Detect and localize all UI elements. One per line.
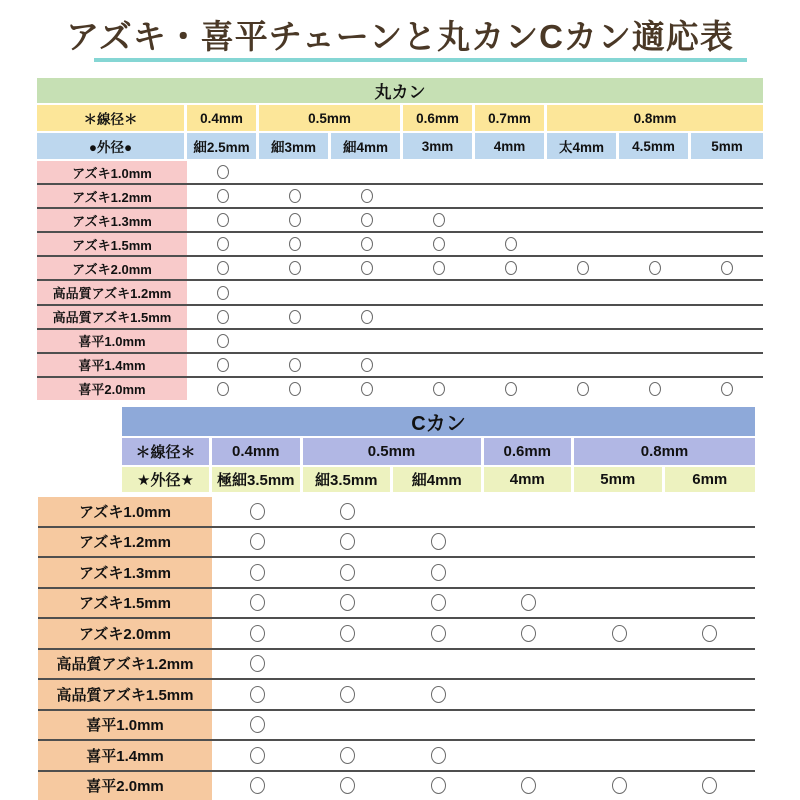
circle-mark xyxy=(289,382,301,396)
mark-cell xyxy=(475,354,547,376)
mark-cell xyxy=(403,281,475,303)
chain-row-label: 喜平2.0mm xyxy=(37,378,187,400)
chain-row xyxy=(37,161,763,185)
circle-mark xyxy=(702,777,717,794)
mark-cell xyxy=(303,741,394,770)
circle-mark xyxy=(340,686,355,703)
chain-row-label: 喜平1.0mm xyxy=(38,711,212,740)
mark-cell xyxy=(212,711,303,740)
mark-cell xyxy=(484,589,575,618)
circle-mark xyxy=(217,261,229,275)
outer-col-cell: 3mm xyxy=(403,133,475,159)
maru-kan-table xyxy=(37,78,763,400)
circle-mark xyxy=(250,564,265,581)
outer-col-cell: 4mm xyxy=(484,467,575,492)
maru-wire-diameter-row xyxy=(37,105,763,131)
mark-cell xyxy=(665,558,756,587)
mark-cell xyxy=(574,741,665,770)
mark-cell xyxy=(547,354,619,376)
mark-cell xyxy=(691,306,763,328)
mark-cell xyxy=(619,330,691,352)
mark-cell xyxy=(259,185,331,207)
maru-kan-body xyxy=(37,161,763,400)
mark-cell xyxy=(475,161,547,183)
mark-cell xyxy=(331,233,403,255)
mark-cell xyxy=(187,233,259,255)
circle-mark xyxy=(250,716,265,733)
circle-mark xyxy=(217,213,229,227)
wire-diameter-label: ＊線径＊ xyxy=(37,105,187,131)
mark-cell xyxy=(259,281,331,303)
mark-cell xyxy=(187,185,259,207)
chain-row xyxy=(37,257,763,281)
mark-cell xyxy=(475,233,547,255)
mark-cell xyxy=(212,619,303,648)
mark-cell xyxy=(691,233,763,255)
mark-cell xyxy=(187,257,259,279)
mark-cell xyxy=(303,589,394,618)
chain-row-label: 喜平1.4mm xyxy=(38,741,212,770)
circle-mark xyxy=(505,382,517,396)
wire-group-cell: 0.4mm xyxy=(187,105,259,131)
circle-mark xyxy=(250,655,265,672)
circle-mark xyxy=(217,189,229,203)
circle-mark xyxy=(217,286,229,300)
c-kan-table-title: Cカン xyxy=(122,407,755,436)
mark-cell xyxy=(212,772,303,800)
circle-mark xyxy=(612,625,627,642)
circle-mark xyxy=(289,261,301,275)
wire-group-cell: 0.7mm xyxy=(475,105,547,131)
circle-mark xyxy=(431,625,446,642)
circle-mark xyxy=(250,594,265,611)
circle-mark xyxy=(521,594,536,611)
mark-cell xyxy=(665,741,756,770)
mark-cell xyxy=(212,650,303,679)
outer-col-cell: 5mm xyxy=(691,133,763,159)
chain-row xyxy=(38,680,755,711)
mark-cell xyxy=(393,528,484,557)
mark-cell xyxy=(484,711,575,740)
mark-cell xyxy=(619,306,691,328)
chain-row-label: アズキ1.0mm xyxy=(38,497,212,526)
mark-cell xyxy=(484,741,575,770)
chain-row xyxy=(38,711,755,742)
circle-mark xyxy=(340,564,355,581)
mark-cell xyxy=(212,558,303,587)
mark-cell xyxy=(259,161,331,183)
mark-cell xyxy=(547,306,619,328)
c-wire-diameter-row xyxy=(122,438,755,465)
circle-mark xyxy=(433,237,445,251)
mark-cell xyxy=(331,281,403,303)
mark-cell xyxy=(393,650,484,679)
mark-cell xyxy=(547,185,619,207)
circle-mark xyxy=(250,747,265,764)
mark-cell xyxy=(187,306,259,328)
outer-col-cell: 細3mm xyxy=(259,133,331,159)
circle-mark xyxy=(361,382,373,396)
circle-mark xyxy=(431,777,446,794)
chain-row-label: アズキ1.2mm xyxy=(38,528,212,557)
mark-cell xyxy=(393,741,484,770)
mark-cell xyxy=(475,378,547,400)
chain-row-label: アズキ2.0mm xyxy=(37,257,187,279)
circle-mark xyxy=(721,382,733,396)
wire-group-cell: 0.6mm xyxy=(403,105,475,131)
mark-cell xyxy=(393,558,484,587)
mark-cell xyxy=(403,378,475,400)
circle-mark xyxy=(433,382,445,396)
mark-cell xyxy=(691,209,763,231)
mark-cell xyxy=(484,772,575,800)
circle-mark xyxy=(289,358,301,372)
circle-mark xyxy=(505,261,517,275)
mark-cell xyxy=(484,558,575,587)
chain-row-label: 喜平1.0mm xyxy=(37,330,187,352)
circle-mark xyxy=(217,310,229,324)
mark-cell xyxy=(547,378,619,400)
circle-mark xyxy=(361,213,373,227)
circle-mark xyxy=(217,334,229,348)
outer-diameter-label: ★外径★ xyxy=(122,467,212,492)
mark-cell xyxy=(303,772,394,800)
circle-mark xyxy=(577,261,589,275)
mark-cell xyxy=(574,650,665,679)
mark-cell xyxy=(331,306,403,328)
mark-cell xyxy=(547,161,619,183)
circle-mark xyxy=(433,261,445,275)
mark-cell xyxy=(403,306,475,328)
mark-cell xyxy=(259,378,331,400)
wire-group-cell: 0.5mm xyxy=(303,438,484,465)
circle-mark xyxy=(289,310,301,324)
mark-cell xyxy=(187,209,259,231)
circle-mark xyxy=(340,533,355,550)
mark-cell xyxy=(212,589,303,618)
mark-cell xyxy=(547,257,619,279)
page-title: アズキ・喜平チェーンと丸カンCカン適応表 xyxy=(66,18,734,55)
chain-row xyxy=(38,558,755,589)
mark-cell xyxy=(393,497,484,526)
mark-cell xyxy=(665,619,756,648)
outer-col-cell: 細3.5mm xyxy=(303,467,394,492)
maru-outer-diameter-row xyxy=(37,133,763,159)
mark-cell xyxy=(574,680,665,709)
chain-row xyxy=(37,378,763,400)
mark-cell xyxy=(691,330,763,352)
mark-cell xyxy=(331,330,403,352)
circle-mark xyxy=(289,237,301,251)
circle-mark xyxy=(521,777,536,794)
mark-cell xyxy=(619,354,691,376)
mark-cell xyxy=(665,711,756,740)
mark-cell xyxy=(484,619,575,648)
mark-cell xyxy=(665,497,756,526)
mark-cell xyxy=(393,680,484,709)
outer-col-cell: 細4mm xyxy=(331,133,403,159)
chain-row-label: 高品質アズキ1.5mm xyxy=(37,306,187,328)
mark-cell xyxy=(187,378,259,400)
mark-cell xyxy=(212,528,303,557)
mark-cell xyxy=(403,209,475,231)
mark-cell xyxy=(393,589,484,618)
circle-mark xyxy=(505,237,517,251)
chain-row-label: アズキ1.0mm xyxy=(37,161,187,183)
mark-cell xyxy=(475,209,547,231)
circle-mark xyxy=(577,382,589,396)
circle-mark xyxy=(361,310,373,324)
mark-cell xyxy=(187,330,259,352)
circle-mark xyxy=(431,564,446,581)
mark-cell xyxy=(574,497,665,526)
circle-mark xyxy=(340,625,355,642)
mark-cell xyxy=(475,185,547,207)
mark-cell xyxy=(475,257,547,279)
mark-cell xyxy=(619,281,691,303)
circle-mark xyxy=(612,777,627,794)
chain-row xyxy=(37,330,763,354)
mark-cell xyxy=(303,619,394,648)
circle-mark xyxy=(361,189,373,203)
mark-cell xyxy=(619,185,691,207)
mark-cell xyxy=(619,209,691,231)
mark-cell xyxy=(187,354,259,376)
chain-row xyxy=(37,233,763,257)
mark-cell xyxy=(665,528,756,557)
mark-cell xyxy=(665,772,756,800)
circle-mark xyxy=(289,189,301,203)
mark-cell xyxy=(212,680,303,709)
wire-group-cell: 0.6mm xyxy=(484,438,575,465)
wire-group-cell: 0.8mm xyxy=(547,105,763,131)
mark-cell xyxy=(475,330,547,352)
mark-cell xyxy=(187,161,259,183)
mark-cell xyxy=(475,306,547,328)
mark-cell xyxy=(484,650,575,679)
mark-cell xyxy=(574,589,665,618)
circle-mark xyxy=(289,213,301,227)
mark-cell xyxy=(393,619,484,648)
mark-cell xyxy=(484,680,575,709)
mark-cell xyxy=(331,161,403,183)
chain-row-label: アズキ1.3mm xyxy=(37,209,187,231)
chain-row-label: 高品質アズキ1.5mm xyxy=(38,680,212,709)
title-block xyxy=(0,18,800,56)
mark-cell xyxy=(691,257,763,279)
c-kan-table-header xyxy=(122,407,755,494)
mark-cell xyxy=(403,257,475,279)
mark-cell xyxy=(665,589,756,618)
mark-cell xyxy=(574,558,665,587)
circle-mark xyxy=(340,594,355,611)
mark-cell xyxy=(403,185,475,207)
wire-group-cell: 0.5mm xyxy=(259,105,403,131)
mark-cell xyxy=(303,680,394,709)
circle-mark xyxy=(250,625,265,642)
mark-cell xyxy=(403,354,475,376)
outer-col-cell: 6mm xyxy=(665,467,756,492)
title-underline xyxy=(94,58,747,62)
c-kan-table-body xyxy=(38,497,755,800)
circle-mark xyxy=(431,686,446,703)
circle-mark xyxy=(721,261,733,275)
mark-cell xyxy=(484,528,575,557)
mark-cell xyxy=(619,233,691,255)
mark-cell xyxy=(212,497,303,526)
mark-cell xyxy=(259,306,331,328)
mark-cell xyxy=(665,650,756,679)
chain-row xyxy=(38,528,755,559)
c-outer-diameter-row xyxy=(122,467,755,492)
mark-cell xyxy=(303,711,394,740)
circle-mark xyxy=(431,747,446,764)
chain-row-label: アズキ1.3mm xyxy=(38,558,212,587)
chain-row xyxy=(38,741,755,772)
circle-mark xyxy=(702,625,717,642)
outer-col-cell: 細4mm xyxy=(393,467,484,492)
circle-mark xyxy=(361,261,373,275)
mark-cell xyxy=(331,257,403,279)
mark-cell xyxy=(574,619,665,648)
chain-row xyxy=(37,185,763,209)
chain-row xyxy=(38,619,755,650)
chain-row-label: 喜平1.4mm xyxy=(37,354,187,376)
mark-cell xyxy=(484,497,575,526)
circle-mark xyxy=(217,237,229,251)
mark-cell xyxy=(259,233,331,255)
circle-mark xyxy=(433,213,445,227)
outer-col-cell: 太4mm xyxy=(547,133,619,159)
mark-cell xyxy=(547,233,619,255)
wire-group-cell: 0.8mm xyxy=(574,438,755,465)
circle-mark xyxy=(521,625,536,642)
mark-cell xyxy=(303,497,394,526)
chain-row xyxy=(38,772,755,800)
chain-row-label: アズキ1.5mm xyxy=(37,233,187,255)
circle-mark xyxy=(217,382,229,396)
outer-col-cell: 4mm xyxy=(475,133,547,159)
mark-cell xyxy=(691,378,763,400)
outer-col-cell: 5mm xyxy=(574,467,665,492)
circle-mark xyxy=(340,503,355,520)
mark-cell xyxy=(187,281,259,303)
mark-cell xyxy=(691,161,763,183)
wire-group-cell: 0.4mm xyxy=(212,438,303,465)
mark-cell xyxy=(403,330,475,352)
mark-cell xyxy=(331,185,403,207)
mark-cell xyxy=(665,680,756,709)
circle-mark xyxy=(250,686,265,703)
circle-mark xyxy=(340,777,355,794)
circle-mark xyxy=(649,261,661,275)
mark-cell xyxy=(619,257,691,279)
chain-row-label: アズキ2.0mm xyxy=(38,619,212,648)
chain-row xyxy=(37,281,763,305)
chain-row-label: アズキ1.2mm xyxy=(37,185,187,207)
circle-mark xyxy=(250,503,265,520)
circle-mark xyxy=(217,358,229,372)
mark-cell xyxy=(574,528,665,557)
chain-row xyxy=(37,306,763,330)
circle-mark xyxy=(340,747,355,764)
mark-cell xyxy=(303,528,394,557)
mark-cell xyxy=(303,558,394,587)
outer-col-cell: 4.5mm xyxy=(619,133,691,159)
circle-mark xyxy=(361,237,373,251)
mark-cell xyxy=(547,281,619,303)
chain-row xyxy=(37,354,763,378)
mark-cell xyxy=(331,354,403,376)
circle-mark xyxy=(250,777,265,794)
mark-cell xyxy=(403,161,475,183)
mark-cell xyxy=(691,354,763,376)
chain-row-label: 高品質アズキ1.2mm xyxy=(37,281,187,303)
mark-cell xyxy=(259,209,331,231)
maru-kan-table-title: 丸カン xyxy=(37,78,763,103)
chain-row xyxy=(37,209,763,233)
mark-cell xyxy=(393,711,484,740)
mark-cell xyxy=(331,378,403,400)
mark-cell xyxy=(259,330,331,352)
chain-row xyxy=(38,497,755,528)
mark-cell xyxy=(547,330,619,352)
chain-row-label: 喜平2.0mm xyxy=(38,772,212,800)
outer-col-cell: 細2.5mm xyxy=(187,133,259,159)
circle-mark xyxy=(431,533,446,550)
mark-cell xyxy=(691,185,763,207)
chain-row xyxy=(38,589,755,620)
mark-cell xyxy=(331,209,403,231)
wire-diameter-label: ＊線径＊ xyxy=(122,438,212,465)
chain-row-label: アズキ1.5mm xyxy=(38,589,212,618)
mark-cell xyxy=(547,209,619,231)
circle-mark xyxy=(361,358,373,372)
chain-row-label: 高品質アズキ1.2mm xyxy=(38,650,212,679)
mark-cell xyxy=(619,378,691,400)
circle-mark xyxy=(649,382,661,396)
mark-cell xyxy=(259,354,331,376)
chain-row xyxy=(38,650,755,681)
outer-col-cell: 極細3.5mm xyxy=(212,467,303,492)
mark-cell xyxy=(303,650,394,679)
mark-cell xyxy=(393,772,484,800)
mark-cell xyxy=(403,233,475,255)
c-kan-body xyxy=(38,497,755,800)
mark-cell xyxy=(475,281,547,303)
outer-diameter-label: ●外径● xyxy=(37,133,187,159)
circle-mark xyxy=(217,165,229,179)
mark-cell xyxy=(259,257,331,279)
circle-mark xyxy=(250,533,265,550)
mark-cell xyxy=(691,281,763,303)
mark-cell xyxy=(574,772,665,800)
mark-cell xyxy=(574,711,665,740)
mark-cell xyxy=(619,161,691,183)
circle-mark xyxy=(431,594,446,611)
mark-cell xyxy=(212,741,303,770)
